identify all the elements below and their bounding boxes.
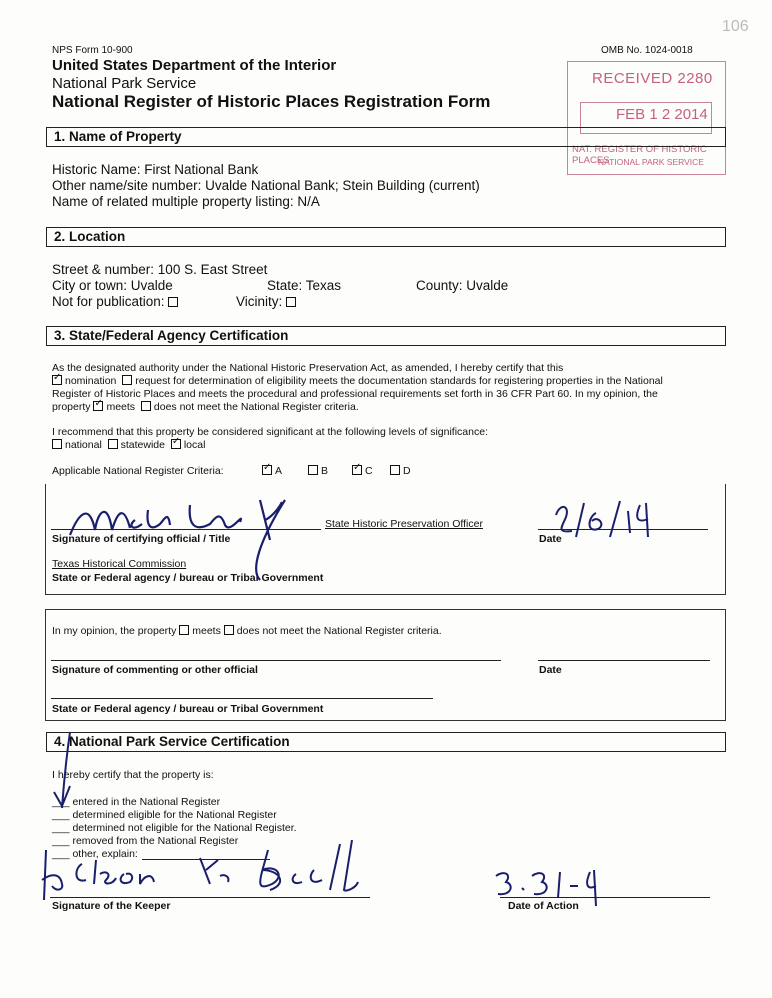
criteria-a-checkbox[interactable] — [262, 465, 272, 475]
significance-levels — [52, 439, 205, 451]
nps-intro: I hereby certify that the property is: — [52, 769, 214, 781]
agency-heading: National Park Service — [52, 75, 197, 92]
vicinity — [236, 294, 299, 309]
nps-option-2-blank[interactable]: ___ — [52, 809, 70, 821]
date-handwritten-1 — [548, 495, 658, 540]
omb-number: OMB No. 1024-0018 — [601, 45, 693, 56]
entered-checkmark — [40, 730, 100, 812]
form-number: NPS Form 10-900 — [52, 45, 133, 56]
stamp-line1: NAT. REGISTER OF HISTORIC PLACES — [572, 144, 707, 166]
nps-option-4-blank[interactable]: ___ — [52, 835, 70, 847]
opinion-meets-label: meets — [192, 625, 221, 637]
stamp-received-text: RECEIVED 2280 — [592, 70, 713, 87]
criteria-a — [262, 465, 282, 477]
nps-option-4-label: removed from the National Register — [72, 835, 239, 847]
criteria-b-label: B — [321, 465, 329, 477]
city-town: City or town: Uvalde — [52, 278, 173, 293]
county: County: Uvalde — [416, 278, 509, 293]
not-for-publication-label: Not for publication: — [52, 294, 165, 309]
shpo-signature — [60, 480, 300, 585]
section-1-title: 1. Name of Property — [54, 129, 182, 144]
nps-option-1-label: entered in the National Register — [72, 796, 221, 808]
criteria-b-checkbox[interactable] — [308, 465, 318, 475]
statewide-checkbox[interactable] — [108, 439, 118, 449]
request-label: request for determination of eligibility meets the documentation standards for registering properties in the National — [135, 375, 663, 387]
commenting-signature-line[interactable] — [51, 660, 501, 661]
cert-para-line2 — [52, 375, 663, 387]
sig-official-label: Signature of certifying official / Title — [52, 533, 231, 545]
agency-line-2[interactable] — [51, 698, 433, 699]
date-line-2[interactable] — [538, 660, 710, 661]
opinion-text — [52, 625, 442, 637]
section-3-title: 3. State/Federal Agency Certification — [54, 328, 289, 343]
criteria-b — [308, 465, 328, 477]
vicinity-label: Vicinity: — [236, 294, 283, 309]
opinion-does-not-meet-checkbox[interactable] — [224, 625, 234, 635]
nps-option-3-blank[interactable]: ___ — [52, 822, 70, 834]
criteria-d — [390, 465, 411, 477]
nps-option-3-label: determined not eligible for the National Register. — [72, 822, 297, 834]
request-checkbox[interactable] — [122, 375, 132, 385]
cert-para-line3: Register of Historic Places and meets the procedural and professional requirements set forth in 36 CFR Part 60. In my opinion, the — [52, 388, 658, 400]
keeper-label: Signature of the Keeper — [52, 900, 171, 912]
section-4-header — [46, 732, 726, 752]
state: State: Texas — [267, 278, 342, 293]
criteria-label: Applicable National Register Criteria: — [52, 465, 224, 477]
criteria-a-label: A — [275, 465, 283, 477]
statewide-label: statewide — [120, 439, 165, 451]
date-label-2: Date — [539, 664, 562, 676]
property-prefix: property — [52, 401, 91, 413]
official-title: State Historic Preservation Officer — [325, 518, 483, 530]
cert-para-line4 — [52, 401, 359, 413]
section-2-title: 2. Location — [54, 229, 126, 244]
local-checkbox[interactable] — [171, 439, 181, 449]
section-2-header — [46, 227, 726, 247]
nomination-checkbox[interactable] — [52, 375, 62, 385]
stamp-date: FEB 1 2 2014 — [616, 106, 708, 123]
related-listing: Name of related multiple property listing: N/A — [52, 194, 320, 209]
action-date-label: Date of Action — [508, 900, 579, 912]
criteria-c-label: C — [365, 465, 373, 477]
national-label: national — [65, 439, 102, 451]
stamp-line2: NATIONAL PARK SERVICE — [598, 157, 704, 167]
opinion-does-not-meet-label: does not meet the National Register criteria. — [236, 625, 442, 637]
action-date-line[interactable] — [500, 897, 710, 898]
historic-name: Historic Name: First National Bank — [52, 162, 259, 177]
nps-option-1-blank[interactable]: ___ — [52, 796, 70, 808]
agency-label-2: State or Federal agency / bureau or Tribal Government — [52, 703, 324, 715]
other-name: Other name/site number: Uvalde National Bank; Stein Building (current) — [52, 178, 480, 193]
received-stamp — [567, 61, 726, 175]
form-title: National Register of Historic Places Registration Form — [52, 92, 491, 111]
not-for-publication-checkbox[interactable] — [168, 297, 178, 307]
nps-option-3 — [52, 822, 297, 834]
commenting-sig-label: Signature of commenting or other official — [52, 664, 258, 676]
criteria-d-checkbox[interactable] — [390, 465, 400, 475]
nps-option-5-label: other, explain: — [72, 848, 138, 860]
does-not-meet-checkbox[interactable] — [141, 401, 151, 411]
criteria-d-label: D — [403, 465, 411, 477]
opinion-prefix: In my opinion, the property — [52, 625, 177, 637]
keeper-signature-line[interactable] — [50, 897, 370, 898]
department-heading: United States Department of the Interior — [52, 57, 337, 74]
nps-option-5-blank[interactable]: ___ — [52, 848, 70, 860]
agency-label-1: State or Federal agency / bureau or Tribal Government — [52, 572, 324, 584]
criteria-c-checkbox[interactable] — [352, 465, 362, 475]
section-1-header — [46, 127, 726, 147]
national-checkbox[interactable] — [52, 439, 62, 449]
cert-para-line1: As the designated authority under the National Historic Preservation Act, as amended, I hereby certify that this — [52, 362, 564, 374]
not-for-publication — [52, 294, 181, 309]
opinion-meets-checkbox[interactable] — [179, 625, 189, 635]
recommend-text: I recommend that this property be considered significant at the following levels of significance: — [52, 426, 488, 438]
agency-name: Texas Historical Commission — [52, 558, 187, 570]
section-3-header — [46, 326, 726, 346]
local-label: local — [183, 439, 206, 451]
nps-option-2-label: determined eligible for the National Register — [72, 809, 277, 821]
date-label-1: Date — [539, 533, 562, 545]
section-4-title: 4. National Park Service Certification — [54, 734, 290, 749]
does-not-meet-label: does not meet the National Register criteria. — [153, 401, 359, 413]
criteria-c — [352, 465, 373, 477]
vicinity-checkbox[interactable] — [286, 297, 296, 307]
corner-handwritten-number: 106 — [722, 18, 749, 35]
meets-label: meets — [106, 401, 136, 413]
street-number: Street & number: 100 S. East Street — [52, 262, 268, 277]
nomination-label: nomination — [65, 375, 117, 387]
meets-checkbox[interactable] — [93, 401, 103, 411]
